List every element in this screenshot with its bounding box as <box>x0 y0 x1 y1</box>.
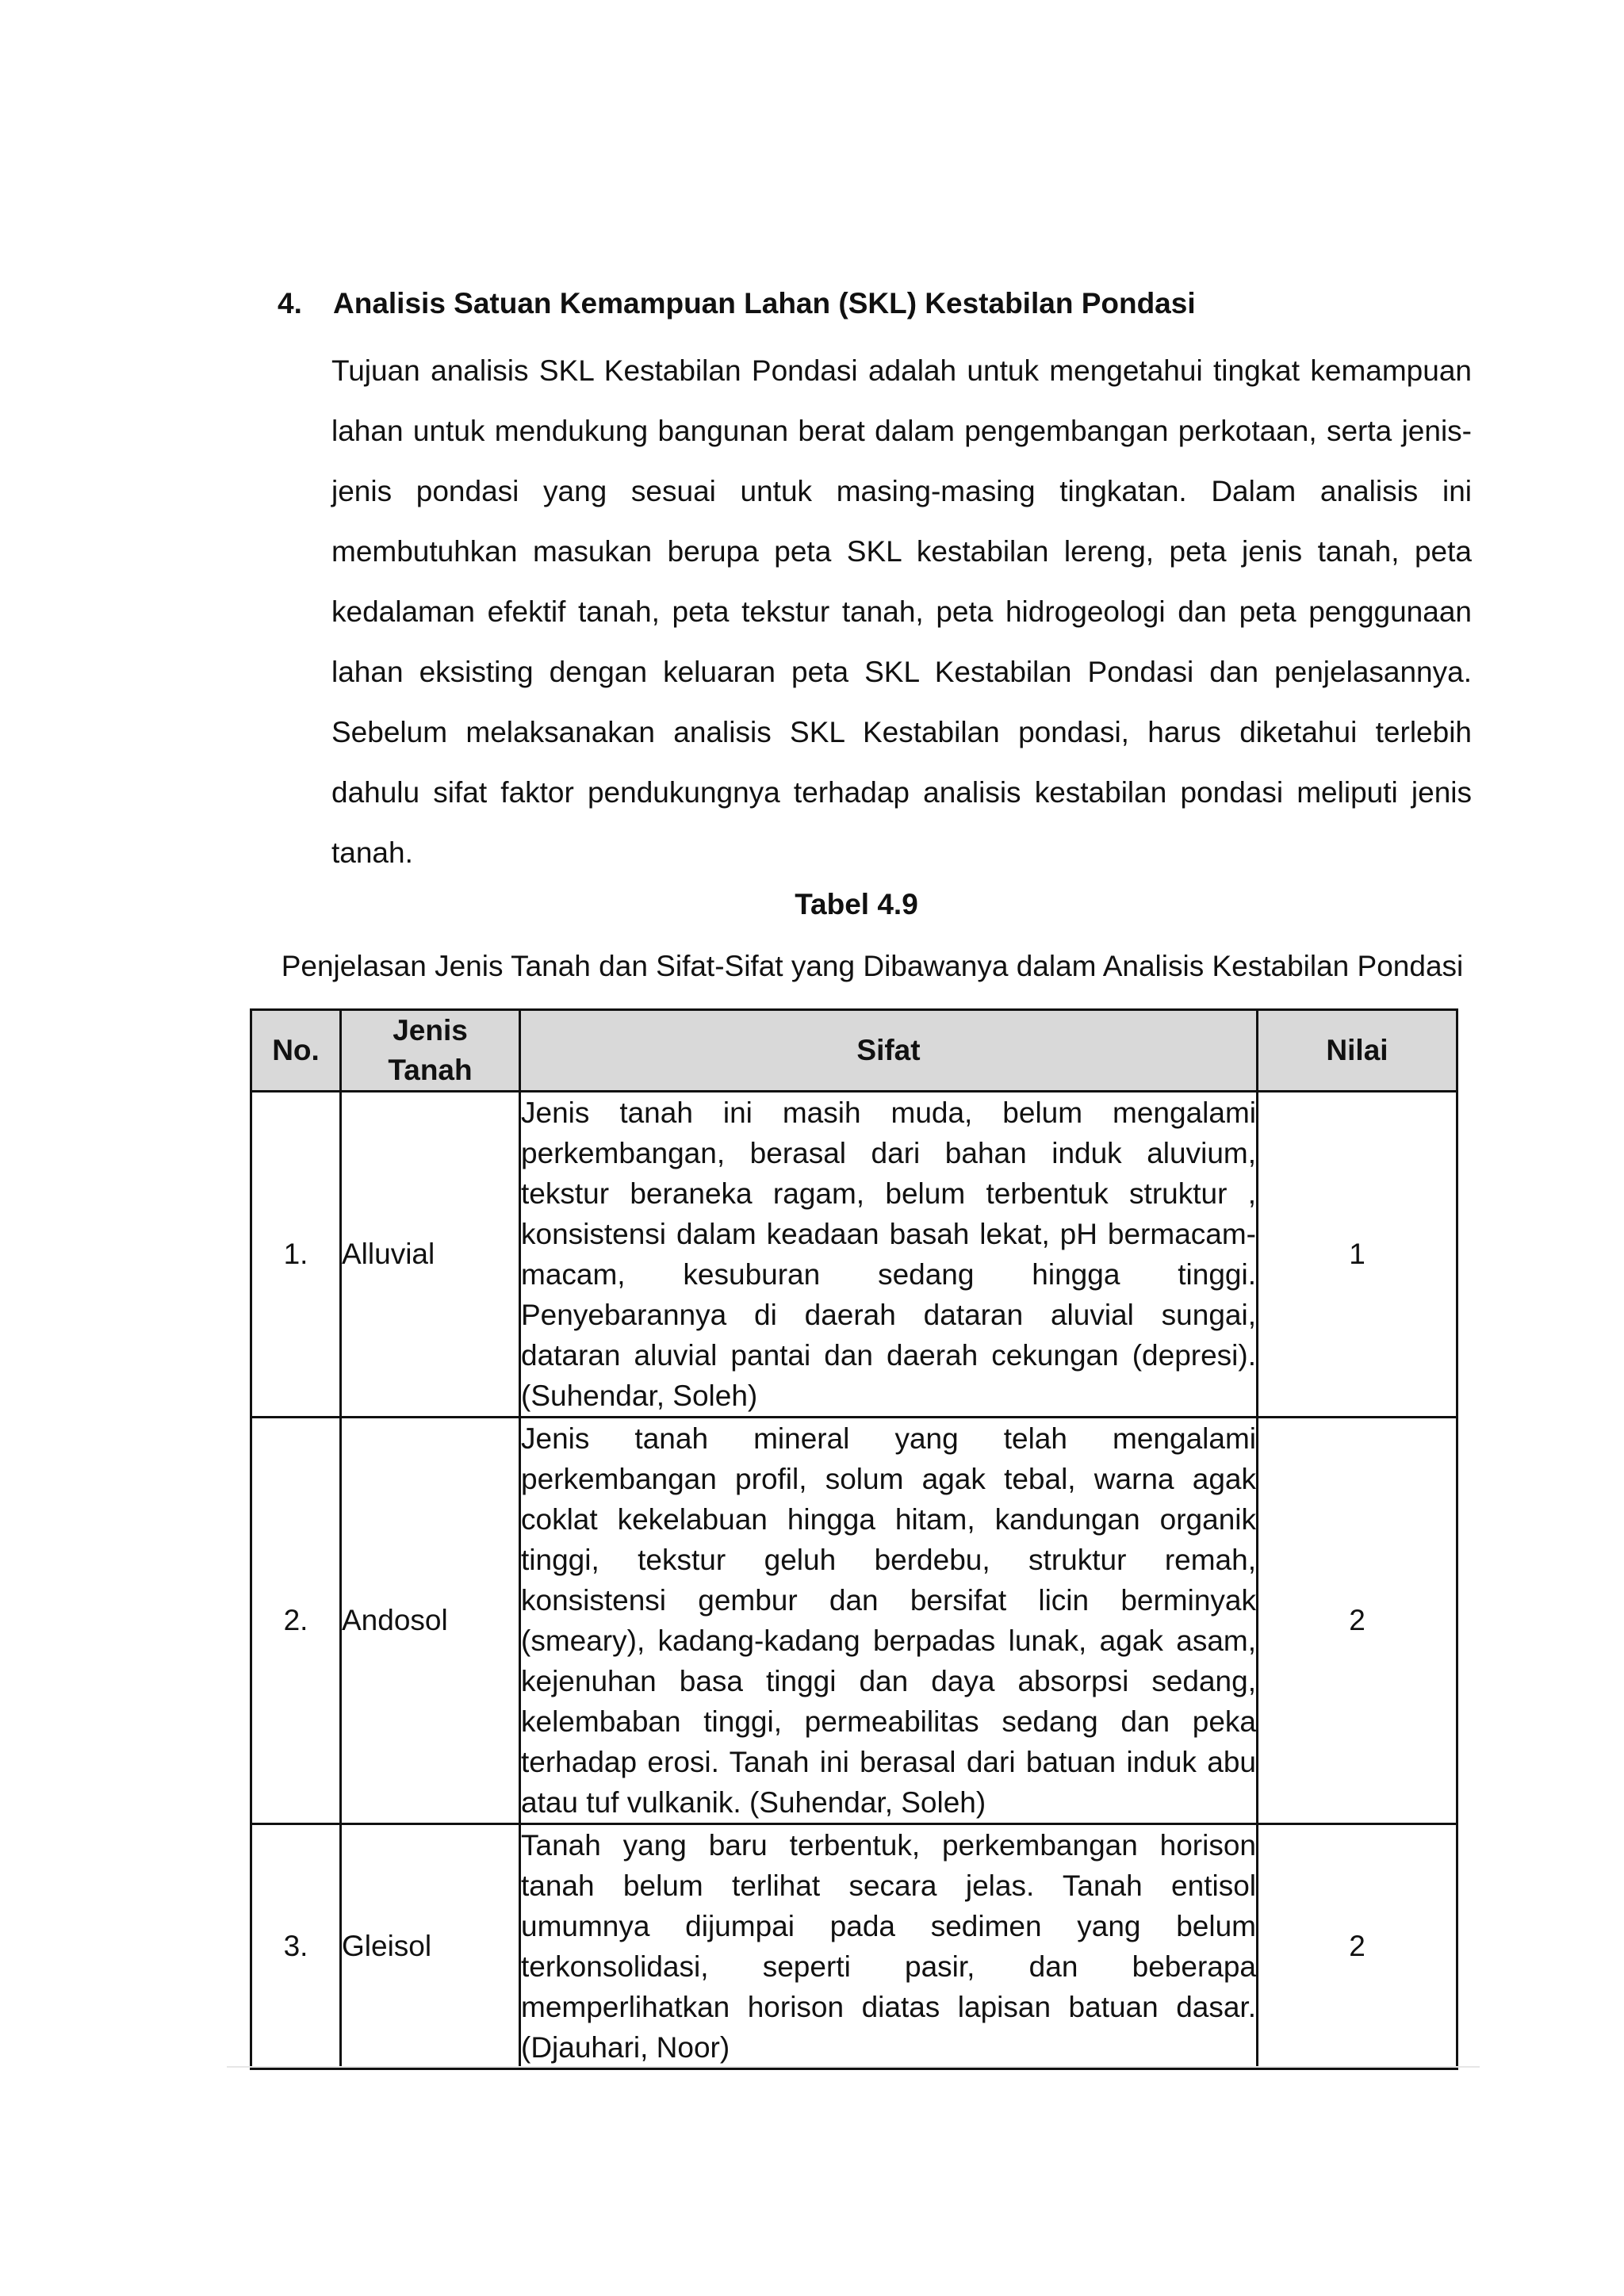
cell-sifat: Tanah yang baru terbentuk, perkembangan horison tanah belum terlihat secara jelas. Tanah entisol umumnya dijumpai pada sedimen yang belum terkonsolidasi, seperti pasir, dan beberapa memperlihatkan horison diatas lapisan batuan dasar. (Djauhari, Noor) <box>520 1824 1258 2069</box>
table-row <box>251 1418 1457 1824</box>
section-heading <box>278 284 1467 323</box>
cell-no: 2. <box>251 1418 341 1824</box>
table-caption: Penjelasan Jenis Tanah dan Sifat-Sifat yang Dibawanya dalam Analisis Kestabilan Pondasi <box>281 950 1464 982</box>
cell-no: 1. <box>251 1092 341 1418</box>
section-number: 4. <box>278 287 302 320</box>
section-title: Analisis Satuan Kemampuan Lahan (SKL) Kestabilan Pondasi <box>333 287 1196 320</box>
page-bottom-rule <box>227 2066 1480 2068</box>
table-title: Tabel 4.9 <box>795 888 918 920</box>
table-header-row <box>251 1010 1457 1092</box>
cell-jenis-tanah: Andosol <box>341 1418 520 1824</box>
cell-jenis-tanah: Gleisol <box>341 1824 520 2069</box>
cell-jenis-tanah: Alluvial <box>341 1092 520 1418</box>
cell-nilai: 2 <box>1258 1418 1457 1824</box>
cell-nilai: 2 <box>1258 1824 1457 2069</box>
section-paragraph: Tujuan analisis SKL Kestabilan Pondasi adalah untuk mengetahui tingkat kemampuan lahan untuk mendukung bangunan berat dalam pengembangan perkotaan, serta jenis-jenis pondasi yang sesuai untuk masing-masing tingkatan. Dalam analisis ini membutuhkan masukan berupa peta SKL kestabilan lereng, peta jenis tanah, peta kedalaman efektif tanah, peta tekstur tanah, peta hidrogeologi dan peta penggunaan lahan eksisting dengan keluaran peta SKL Kestabilan Pondasi dan penjelasannya. Sebelum melaksanakan analisis SKL Kestabilan pondasi, harus diketahui terlebih dahulu sifat faktor pendukungnya terhadap analisis kestabilan pondasi meliputi jenis tanah. <box>331 354 1472 869</box>
cell-sifat: Jenis tanah mineral yang telah mengalami perkembangan profil, solum agak tebal, warna agak coklat kekelabuan hingga hitam, kandungan organik tinggi, tekstur geluh berdebu, struktur remah, konsistensi gembur dan bersifat licin berminyak (smeary), kadang-kadang berpadas lunak, agak asam, kejenuhan basa tinggi dan daya absorpsi sedang, kelembaban tinggi, permeabilitas sedang dan peka terhadap erosi. Tanah ini berasal dari batuan induk abu atau tuf vulkanik. (Suhendar, Soleh) <box>520 1418 1258 1824</box>
header-nilai: Nilai <box>1258 1010 1457 1092</box>
soil-type-table <box>250 1008 1458 2070</box>
header-jenis-line2: Tanah <box>388 1054 473 1086</box>
table-row <box>251 1092 1457 1418</box>
table-row <box>251 1824 1457 2069</box>
header-no: No. <box>251 1010 341 1092</box>
header-jenis-tanah <box>341 1010 520 1092</box>
cell-no: 3. <box>251 1824 341 2069</box>
cell-nilai: 1 <box>1258 1092 1457 1418</box>
header-sifat: Sifat <box>520 1010 1258 1092</box>
cell-sifat: Jenis tanah ini masih muda, belum mengalami perkembangan, berasal dari bahan induk aluvium, tekstur beraneka ragam, belum terbentuk struktur , konsistensi dalam keadaan basah lekat, pH bermacam-macam, kesuburan sedang hingga tinggi. Penyebarannya di daerah dataran aluvial sungai, dataran aluvial pantai dan daerah cekungan (depresi). (Suhendar, Soleh) <box>520 1092 1258 1418</box>
header-jenis-line1: Jenis <box>393 1014 468 1047</box>
